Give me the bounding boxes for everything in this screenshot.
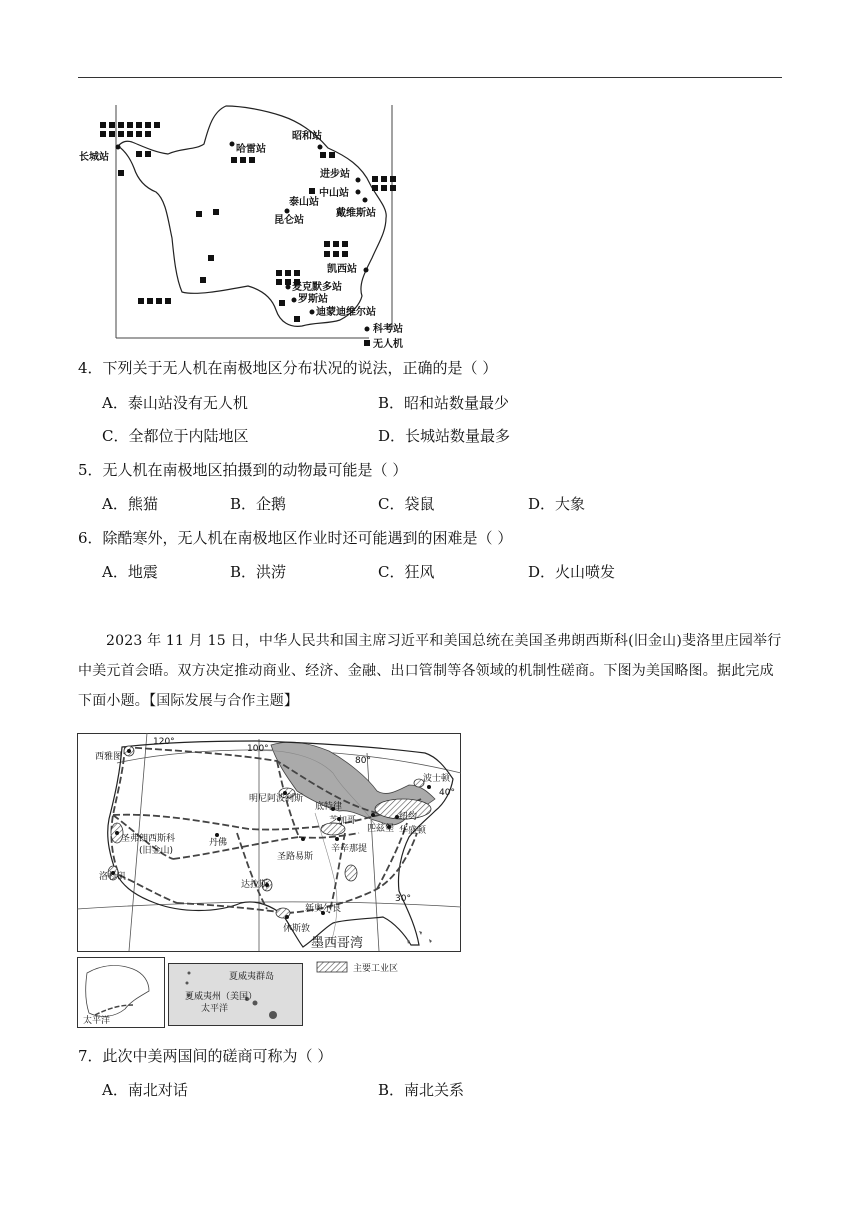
question-6-option-b[interactable]: B．洪涝 <box>230 563 287 581</box>
question-4-option-b[interactable]: B．昭和站数量最少 <box>378 394 510 412</box>
station-label-kunlun: 昆仑站 <box>274 215 304 226</box>
station-label-taishan: 泰山站 <box>289 197 319 208</box>
city-denver: 丹佛 <box>209 838 228 848</box>
question-5-option-b[interactable]: B．企鹅 <box>230 495 287 513</box>
question-5-stem: 5．无人机在南极地区拍摄到的动物最可能是（ ） <box>78 461 408 479</box>
station-label-changcheng: 长城站 <box>79 152 109 163</box>
legend-station-label: 科考站 <box>373 324 403 335</box>
question-6-option-a[interactable]: A．地震 <box>102 563 158 581</box>
latitude-40: 40° <box>439 788 455 798</box>
hawaii-pacific-label: 太平洋 <box>201 1004 229 1014</box>
hawaii-state-label: 夏威夷州（美国） <box>185 992 258 1002</box>
question-5-option-c[interactable]: C．袋鼠 <box>378 495 435 513</box>
question-4-option-d[interactable]: D．长城站数量最多 <box>378 427 511 445</box>
station-label-zhongshan: 中山站 <box>319 188 349 199</box>
question-7-option-b[interactable]: B．南北关系 <box>378 1081 465 1099</box>
passage <box>78 626 782 716</box>
usa-map <box>77 733 463 1030</box>
latitude-30: 30° <box>395 894 411 904</box>
hawaii-islands-label: 夏威夷群岛 <box>229 972 275 982</box>
question-6-stem: 6．除酷寒外，无人机在南极地区作业时还可能遇到的困难是（ ） <box>78 529 513 547</box>
city-stlouis: 圣路易斯 <box>277 852 314 862</box>
longitude-100: 100° <box>247 744 269 754</box>
station-label-casey: 凯西站 <box>327 264 357 275</box>
city-washington: 华盛顿 <box>399 826 427 836</box>
city-houston: 休斯敦 <box>283 924 311 934</box>
city-sanfrancisco-alias: (旧金山) <box>139 846 174 856</box>
question-7-option-a[interactable]: A．南北对话 <box>102 1081 188 1099</box>
station-label-showa: 昭和站 <box>292 131 322 142</box>
question-4-stem: 4．下列关于无人机在南极地区分布状况的说法，正确的是（ ） <box>78 359 498 377</box>
question-5-option-a[interactable]: A．熊猫 <box>102 495 158 513</box>
legend-industrial-label: 主要工业区 <box>353 964 399 974</box>
city-cincinnati: 辛辛那提 <box>331 844 368 854</box>
question-5-option-d[interactable]: D．大象 <box>528 495 586 513</box>
question-4-option-a[interactable]: A．泰山站没有无人机 <box>102 394 248 412</box>
station-label-progress: 进步站 <box>320 169 350 180</box>
city-chicago: 芝加哥 <box>329 816 357 826</box>
city-boston: 波士顿 <box>423 774 451 784</box>
city-pittsburgh: 匹兹堡 <box>367 824 395 834</box>
city-minneapolis: 明尼阿波利斯 <box>249 794 304 804</box>
city-newyork: 纽约 <box>399 812 418 822</box>
station-label-dumont: 迪蒙迪维尔站 <box>316 307 376 318</box>
question-6-option-c[interactable]: C．狂风 <box>378 563 435 581</box>
gulf-of-mexico-label: 墨西哥湾 <box>311 936 364 951</box>
city-neworleans: 新奥尔良 <box>305 904 342 914</box>
station-label-ross: 罗斯站 <box>298 294 328 305</box>
legend-industrial-swatch <box>317 962 347 972</box>
question-4-option-c[interactable]: C．全都位于内陆地区 <box>102 427 249 445</box>
city-seattle: 西雅图 <box>95 752 123 762</box>
city-losangeles: 洛杉矶 <box>99 872 127 882</box>
question-6-option-d[interactable]: D．火山喷发 <box>528 563 616 581</box>
city-dallas: 达拉斯 <box>241 880 269 890</box>
station-label-mcmurdo: 麦克默多站 <box>292 282 342 293</box>
legend-drone-label: 无人机 <box>373 339 403 350</box>
station-label-halley: 哈雷站 <box>236 144 266 155</box>
longitude-120: 120° <box>153 737 175 747</box>
header-rule <box>78 77 782 78</box>
legend-drone-square <box>364 340 370 346</box>
longitude-80: 80° <box>355 756 371 766</box>
city-sanfrancisco: 圣弗朗西斯科 <box>121 834 176 844</box>
legend-station-dot <box>365 327 370 332</box>
city-detroit: 底特律 <box>315 802 343 812</box>
question-7-stem: 7．此次中美两国间的磋商可称为（ ） <box>78 1047 333 1065</box>
antarctica-map <box>76 100 416 355</box>
station-label-davis: 戴维斯站 <box>336 208 376 219</box>
passage-text: 2023 年 11 月 15 日，中华人民共和国主席习近平和美国总统在美国圣弗朗西斯科(旧金山)斐洛里庄园举行中美元首会晤。双方决定推动商业、经济、金融、出口管制等各领域的机制性磋商。下图为美国略图。据此完成下面小题。【国际发展与合作主题】 <box>78 633 782 709</box>
alaska-pacific-label: 太平洋 <box>83 1016 111 1026</box>
